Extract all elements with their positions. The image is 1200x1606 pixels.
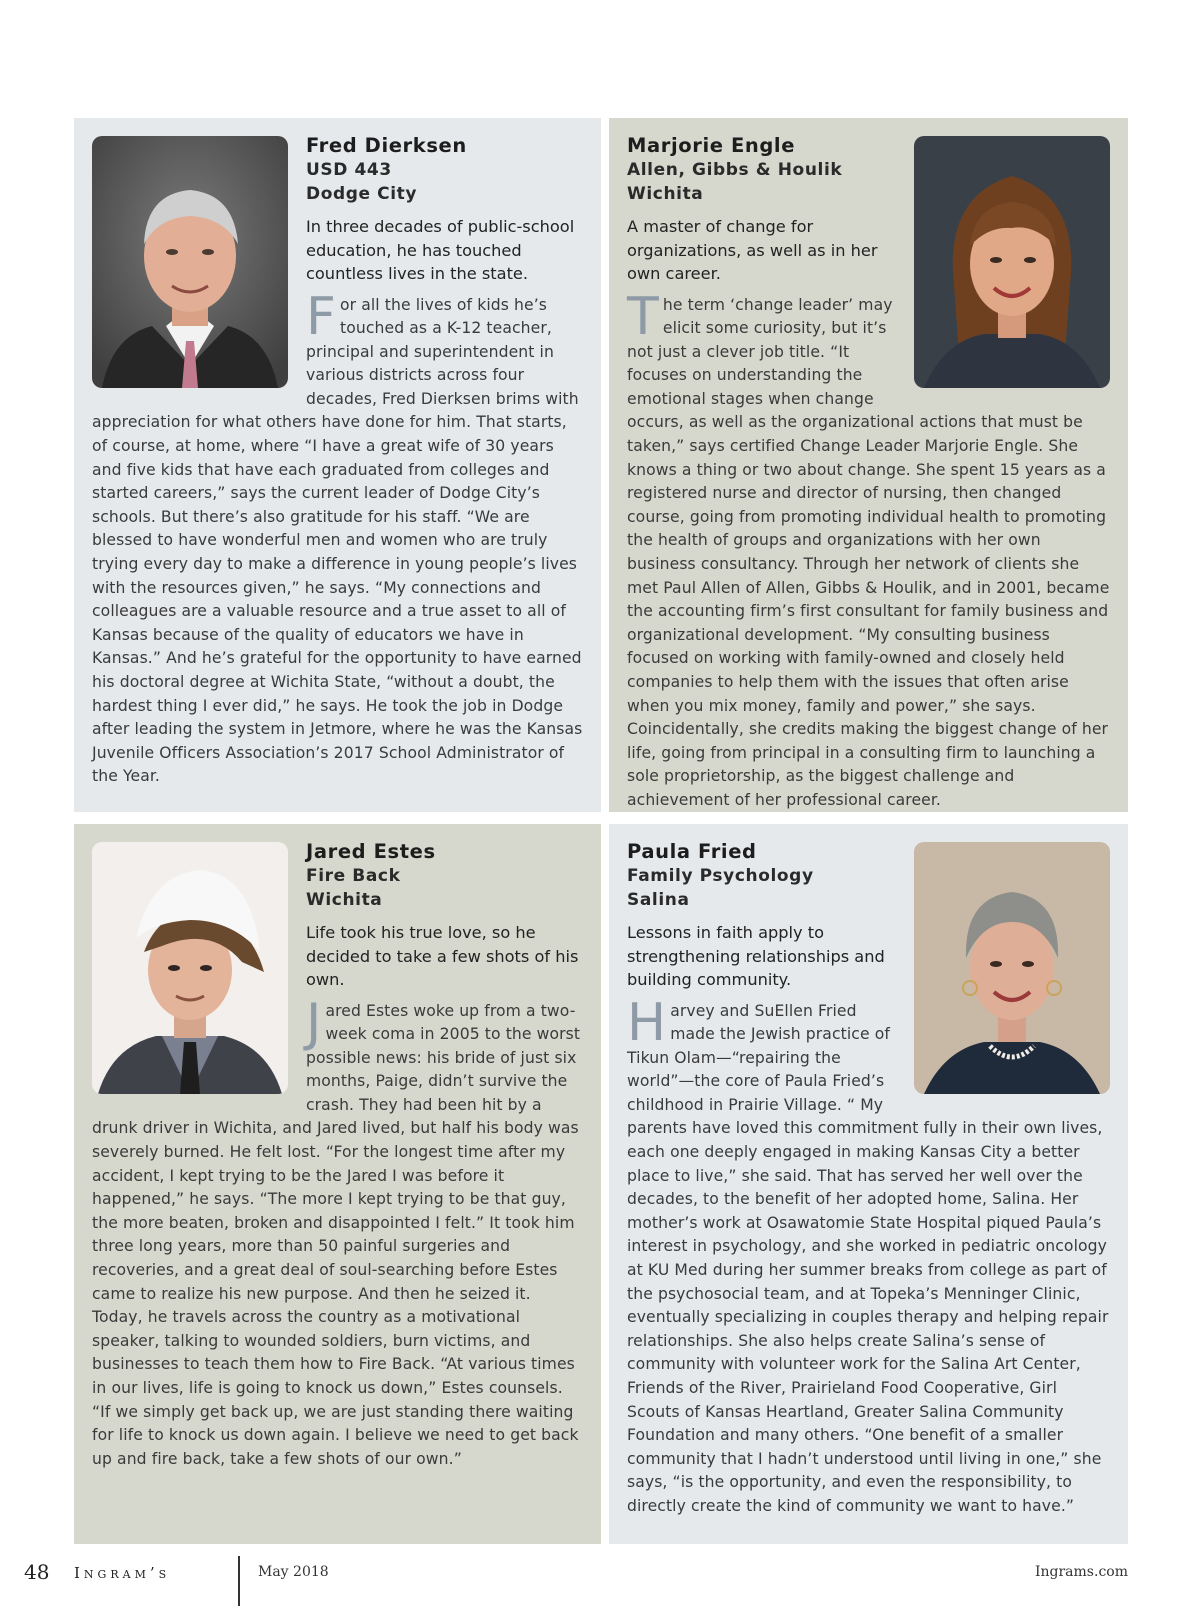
- profile-name: Jared Estes: [306, 840, 436, 863]
- profile-teaser: Life took his true love, so he decided to take a few shots of his own.: [306, 923, 579, 989]
- profile-body-text: he term ‘change leader’ may elicit some curiosity, but it’s not just a clever job title. “It focuses on understanding the emotional stages when change occurs, as well as the organizational actions that must be taken,” says certified Change Leader Marjorie Engle. She knows a thing or two about change. She spent 15 years as a registered nurse and director of nursing, then changed course, going from promoting individual health to promoting the health of groups and organizations with her own business consultancy. Through her network of clients she met Paul Allen of Allen, Gibbs & Houlik, and in 2001, became the accounting firm’s first consultant for family business and organizational development. “My consulting business focused on working with family-owned and closely held companies to help them with the issues that often arise when you mix money, family and power,” she says. Coincidentally, she credits making the biggest change of her life, going from principal in a consulting firm to launching a sole proprietorship, as the biggest challenge and achievement of her professional career.: [627, 295, 1110, 809]
- profile-city: Wichita: [306, 890, 383, 910]
- profile-name: Paula Fried: [627, 840, 757, 863]
- drop-cap: T: [627, 286, 659, 347]
- drop-cap: H: [627, 992, 667, 1053]
- profile-card-fred-dierksen: [74, 118, 601, 812]
- profile-body-text: or all the lives of kids he’s touched as a K-12 teacher, principal and superintendent in various districts across four decades, Fred Dierksen brims with appreciation for what others have done for him. That starts, of course, at home, where “I have a great wife of 30 years and five kids that have each graduated from colleges and started careers,” says the current leader of Dodge City’s schools. But there’s also gratitude for his staff. “We are blessed to have wonderful men and women who are truly trying every day to make a difference in young people’s lives with the resources given,” he says. “My connections and colleagues are a valuable resource and a true asset to all of Kansas because of the quality of educators we have in Kansas.” And he’s grateful for the opportunity to have earned his doctoral degree at Wichita State, “without a doubt, the hardest thing I ever did,” he says. He took the job in Dodge after leading the system in Jetmore, where he was the Kansas Juvenile Officers Association’s 2017 School Administrator of the Year.: [92, 295, 583, 786]
- page-footer: [0, 1556, 1200, 1606]
- profile-card-marjorie-engle: [609, 118, 1128, 812]
- profile-name: Marjorie Engle: [627, 134, 796, 157]
- profile-city: Wichita: [627, 184, 704, 204]
- portrait-photo-jared-estes: [92, 842, 288, 1094]
- portrait-photo-fred-dierksen: [92, 136, 288, 388]
- profile-city: Salina: [627, 890, 690, 910]
- profile-organization: Allen, Gibbs & Houlik: [627, 160, 843, 180]
- drop-cap: J: [306, 992, 322, 1053]
- profile-body-text: ared Estes woke up from a two-week coma in 2005 to the worst possible news: his bride of just six months, Paige, didn’t survive the crash. They had been hit by a drunk driver in Wichita, and Jared lived, but half his body was severely burned. He felt lost. “For the longest time after my accident, I kept trying to be the Jared I was before it happened,” he says. “The more I kept trying to be that guy, the more beaten, broken and disappointed I felt.” It took him three long years, more than 50 painful surgeries and recoveries, and a great deal of soul-searching before Estes came to realize his new purpose. And then he seized it. Today, he travels across the country as a motivational speaker, talking to wounded soldiers, burn victims, and businesses to teach them how to Fire Back. “At various times in our lives, life is going to knock us down,” Estes counsels. “If we simply get back up, we are just standing there waiting for life to knock us down again. I believe we need to get back up and fire back, take a few shots of our own.”: [92, 1001, 581, 1468]
- portrait-photo-paula-fried: [914, 842, 1110, 1094]
- issue-date: May 2018: [258, 1564, 329, 1580]
- portrait-image: [92, 136, 288, 388]
- profile-teaser: Lessons in faith apply to strengthening relationships and building community.: [627, 923, 885, 989]
- profile-organization: Family Psychology: [627, 866, 814, 886]
- profile-card-paula-fried: [609, 824, 1128, 1544]
- profile-body-text: arvey and SuEllen Fried made the Jewish practice of Tikun Olam—“repairing the world”—the core of Paula Fried’s childhood in Prairie Village. “ My parents have loved this commitment fully in their own lives, each one deeply engaged in making Kansas City a better place to live,” she said. That has served her well over the decades, to the benefit of her adopted home, Salina. Her mother’s work at Osawatomie State Hospital piqued Paula’s interest in psychology, and she worked in pediatric oncology at KU Med during her summer breaks from college as part of the psychosocial team, and at Topeka’s Menninger Clinic, eventually specializing in couples therapy and helping repair relationships. She also helps create Salina’s sense of community with volunteer work for the Salina Art Center, Friends of the River, Prairieland Food Cooperative, Girl Scouts of Kansas Heartland, Greater Salina Community Foundation and many others. “One benefit of a smaller community that I hadn’t understood until living in one,” she says, “is the opportunity, and even the responsibility, to directly create the kind of community we want to have.”: [627, 1001, 1109, 1515]
- portrait-image: [914, 842, 1110, 1094]
- footer-divider: [238, 1556, 240, 1606]
- profile-teaser: In three decades of public-school education, he has touched countless lives in the state.: [306, 217, 575, 283]
- website-link[interactable]: Ingrams.com: [1034, 1564, 1128, 1580]
- magazine-name: Ingram’s: [74, 1564, 171, 1582]
- portrait-image: [914, 136, 1110, 388]
- profile-teaser: A master of change for organizations, as well as in her own career.: [627, 217, 878, 283]
- profile-organization: USD 443: [306, 160, 392, 180]
- profile-card-jared-estes: [74, 824, 601, 1544]
- profile-city: Dodge City: [306, 184, 418, 204]
- drop-cap: F: [306, 286, 337, 347]
- portrait-image: [92, 842, 288, 1094]
- portrait-photo-marjorie-engle: [914, 136, 1110, 388]
- profile-name: Fred Dierksen: [306, 134, 467, 157]
- page-number: 48: [24, 1560, 50, 1584]
- profile-organization: Fire Back: [306, 866, 401, 886]
